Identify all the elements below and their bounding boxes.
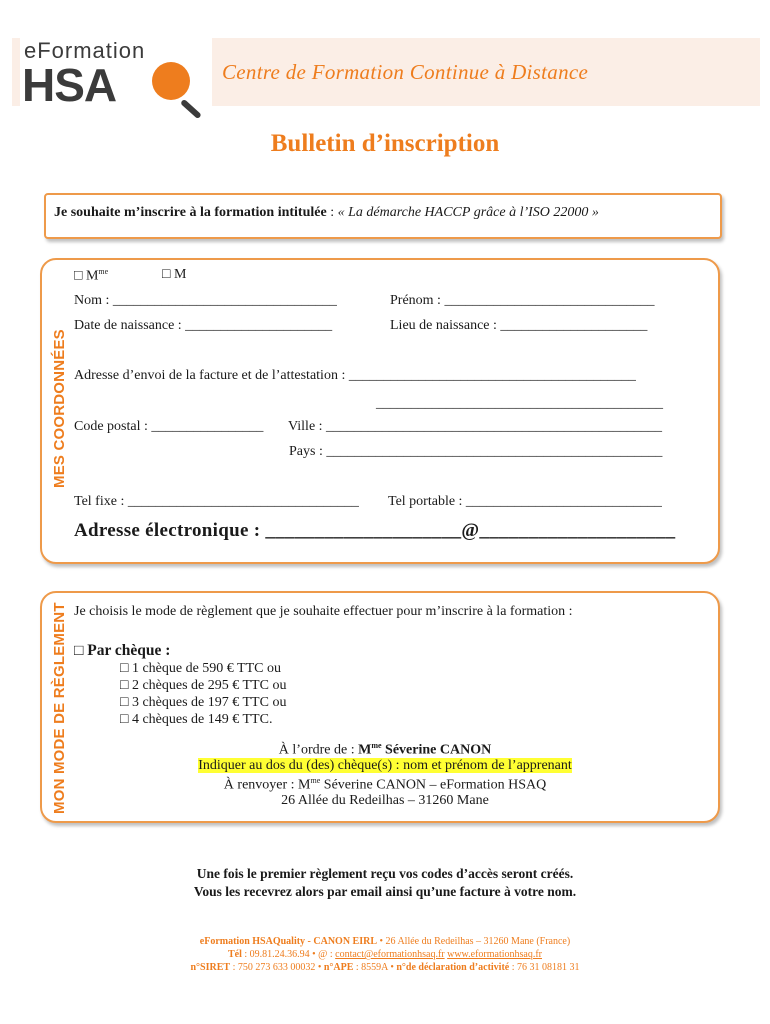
formation-line [54, 205, 599, 221]
footer-address: • 26 Allée du Redeilhas – 31260 Mane (France) [377, 936, 571, 947]
footer-tel: : 09.81.24.36.94 • @ : [241, 949, 336, 960]
tel-portable-field[interactable]: Tel portable : ____________________________ [388, 494, 662, 509]
civility-m-checkbox[interactable]: □ M [162, 267, 187, 282]
pays-field[interactable]: Pays : ________________________________________________ [289, 444, 663, 459]
civility-mme-checkbox[interactable] [74, 267, 108, 285]
cheque-option-2[interactable]: □ 2 chèques de 295 € TTC ou [120, 678, 287, 693]
logo-q-icon [152, 62, 190, 100]
renvoyer-line [0, 776, 770, 794]
header-subtitle: Centre de Formation Continue à Distance [222, 60, 589, 84]
formation-sep: : [326, 205, 338, 220]
reglement-intro: Je choisis le mode de règlement que je souhaite effectuer pour m’inscrire à la formation : [74, 604, 573, 619]
ordre-title: M [358, 742, 372, 758]
note-line-2: Vous les recevrez alors par email ainsi qu’une facture à votre nom. [193, 884, 577, 899]
nom-field[interactable]: Nom : ________________________________ [74, 293, 337, 308]
code-postal-field[interactable]: Code postal : ________________ [74, 419, 264, 434]
cheque-option-1[interactable]: □ 1 chèque de 590 € TTC ou [120, 661, 281, 676]
renvoyer-name: Séverine CANON – eFormation HSAQ [320, 777, 547, 793]
page-title: Bulletin d’inscription [270, 130, 500, 157]
date-naissance-field[interactable]: Date de naissance : _____________________ [74, 318, 333, 333]
footer-line-1 [0, 936, 770, 947]
lieu-naissance-field[interactable]: Lieu de naissance : _____________________ [390, 318, 648, 333]
footer-siret: : 750 273 633 00032 • [230, 962, 324, 973]
ordre-title-sup: me [371, 741, 382, 750]
civility-mme-label: □ M [74, 268, 99, 284]
reglement-side-label: MON MODE DE RÈGLEMENT [51, 602, 68, 814]
footer-tel-label: Tél [227, 949, 242, 960]
renvoyer-sup: me [310, 776, 321, 785]
ville-field[interactable]: Ville : ________________________________________________ [288, 419, 663, 434]
formation-name: « La démarche HACCP grâce à l’ISO 22000 » [337, 205, 599, 220]
footer-line-2 [0, 949, 770, 960]
renvoyer-prefix: À renvoyer : M [223, 777, 311, 793]
footer-ape-label: n°APE [323, 962, 354, 973]
logo-main-text: HSA [22, 59, 117, 111]
footer-line-3 [0, 962, 770, 973]
cheque-option-3[interactable]: □ 3 chèques de 197 € TTC ou [120, 695, 287, 710]
footer-email-link[interactable]: contact@eformationhsaq.fr [335, 949, 445, 960]
email-field[interactable]: Adresse électronique : ____________________@____________________ [74, 520, 676, 541]
indiquer-highlight: Indiquer au dos du (des) chèque(s) : nom et prénom de l’apprenant [198, 758, 572, 773]
footer-ape: : 8559A • [353, 962, 397, 973]
formation-lead: Je souhaite m’inscrire à la formation intitulée [54, 205, 327, 220]
civility-mme-sup: me [98, 267, 109, 276]
ordre-line [0, 741, 770, 759]
adresse-field-line2[interactable]: _________________________________________ [376, 396, 663, 411]
prenom-field[interactable]: Prénom : ______________________________ [390, 293, 655, 308]
logo-q-handle [180, 99, 202, 120]
renvoyer-address: 26 Allée du Redeilhas – 31260 Mane [281, 793, 489, 808]
adresse-field[interactable]: Adresse d’envoi de la facture et de l’attestation : _________________________________________ [74, 368, 636, 383]
note-line-1: Une fois le premier règlement reçu vos codes d’accès seront créés. [196, 866, 574, 881]
cheque-option-4[interactable]: □ 4 chèques de 149 € TTC. [120, 712, 273, 727]
coordonnees-side-label: MES COORDONNÉES [51, 329, 68, 488]
footer-web-link[interactable]: www.eformationhsaq.fr [447, 949, 542, 960]
footer-siret-label: n°SIRET [190, 962, 231, 973]
footer-decl-label: n°de déclaration d’activité [396, 962, 510, 973]
par-cheque-checkbox[interactable]: □ Par chèque : [74, 642, 171, 659]
footer-decl: : 76 31 08181 31 [509, 962, 580, 973]
ordre-prefix: À l’ordre de : [278, 742, 359, 758]
ordre-name: Séverine CANON [381, 742, 492, 758]
indiquer-line [0, 758, 770, 774]
footer-company: eFormation HSAQuality - CANON EIRL [199, 936, 378, 947]
logo [20, 38, 212, 124]
tel-fixe-field[interactable]: Tel fixe : _________________________________ [74, 494, 359, 509]
logo-top-text: eFormation [24, 38, 146, 63]
